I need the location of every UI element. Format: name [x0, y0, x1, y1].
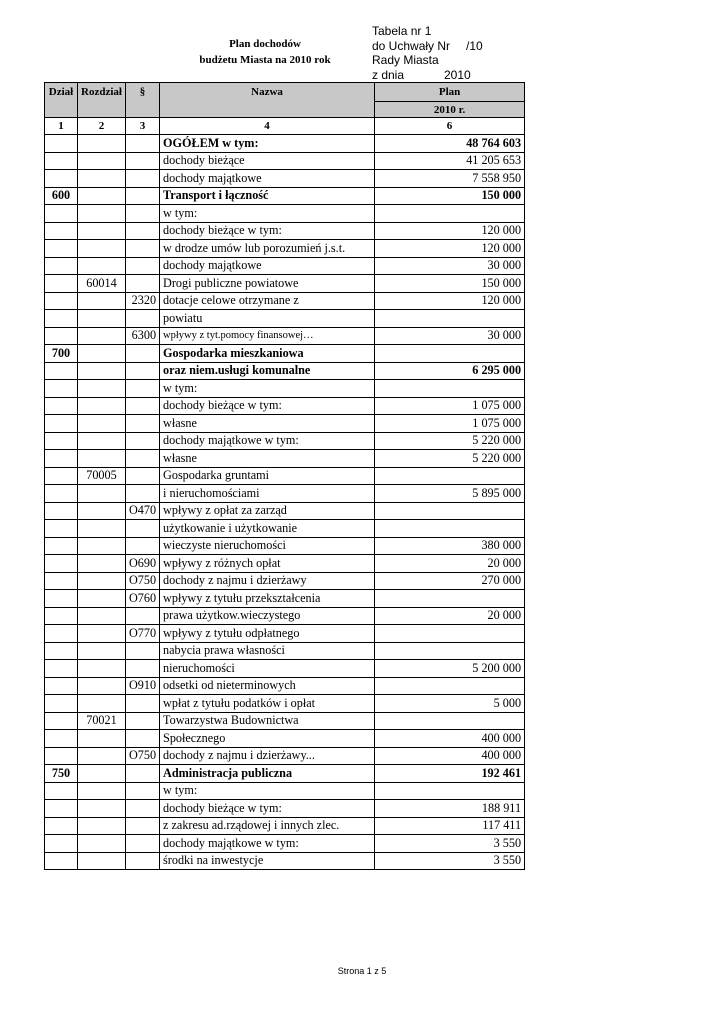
- rozdzial-cell: [78, 170, 126, 188]
- table-row: [45, 310, 525, 328]
- rozdzial-cell: [78, 450, 126, 468]
- rozdzial-cell: [78, 695, 126, 713]
- table-row: [45, 782, 525, 800]
- nazwa-cell: OGÓŁEM w tym:: [160, 135, 375, 153]
- rozdzial-cell: [78, 677, 126, 695]
- index-cell: 3: [125, 118, 159, 135]
- plan-cell: 400 000: [375, 747, 525, 765]
- paragraf-cell: [125, 520, 159, 538]
- plan-cell: 120 000: [375, 240, 525, 258]
- table-row: [45, 607, 525, 625]
- header-nazwa: Nazwa: [160, 83, 375, 118]
- table-row: [45, 257, 525, 275]
- plan-cell: 117 411: [375, 817, 525, 835]
- index-cell: 4: [160, 118, 375, 135]
- index-cell: 1: [45, 118, 78, 135]
- paragraf-cell: O690: [125, 555, 159, 573]
- page-number: Strona 1 z 5: [337, 966, 387, 976]
- table-row: [45, 380, 525, 398]
- paragraf-cell: [125, 240, 159, 258]
- plan-cell: [375, 782, 525, 800]
- paragraf-cell: [125, 800, 159, 818]
- nazwa-cell: wieczyste nieruchomości: [160, 537, 375, 555]
- table-row: [45, 432, 525, 450]
- plan-cell: 41 205 653: [375, 152, 525, 170]
- dzial-cell: [45, 432, 78, 450]
- paragraf-cell: O910: [125, 677, 159, 695]
- dzial-cell: [45, 380, 78, 398]
- plan-cell: 48 764 603: [375, 135, 525, 153]
- plan-cell: 1 075 000: [375, 415, 525, 433]
- plan-cell: [375, 310, 525, 328]
- nazwa-cell: dotacje celowe otrzymane z: [160, 292, 375, 310]
- paragraf-cell: [125, 730, 159, 748]
- nazwa-cell: dochody z najmu i dzierżawy...: [160, 747, 375, 765]
- paragraf-cell: [125, 415, 159, 433]
- table-row: [45, 625, 525, 643]
- rozdzial-cell: [78, 800, 126, 818]
- council-name: Rady Miasta: [372, 53, 439, 67]
- dzial-cell: [45, 240, 78, 258]
- resolution-number: /10: [466, 38, 483, 53]
- nazwa-cell: wpływy z opłat za zarząd: [160, 502, 375, 520]
- paragraf-cell: [125, 257, 159, 275]
- table-row: [45, 835, 525, 853]
- dzial-cell: [45, 222, 78, 240]
- table-row: [45, 817, 525, 835]
- plan-cell: 150 000: [375, 187, 525, 205]
- plan-cell: 120 000: [375, 222, 525, 240]
- plan-cell: [375, 205, 525, 223]
- paragraf-cell: [125, 275, 159, 293]
- nazwa-cell: użytkowanie i użytkowanie: [160, 520, 375, 538]
- tabela-number: Tabela nr 1: [372, 24, 432, 38]
- table-row: [45, 765, 525, 783]
- nazwa-cell: dochody bieżące w tym:: [160, 222, 375, 240]
- paragraf-cell: [125, 380, 159, 398]
- paragraf-cell: [125, 397, 159, 415]
- dzial-cell: [45, 397, 78, 415]
- paragraf-cell: [125, 310, 159, 328]
- plan-cell: 1 075 000: [375, 397, 525, 415]
- nazwa-cell: i nieruchomościami: [160, 485, 375, 503]
- dzial-cell: [45, 572, 78, 590]
- dzial-cell: [45, 310, 78, 328]
- rozdzial-cell: [78, 520, 126, 538]
- plan-cell: [375, 677, 525, 695]
- rozdzial-cell: [78, 642, 126, 660]
- nazwa-cell: dochody majątkowe: [160, 170, 375, 188]
- nazwa-cell: dochody bieżące: [160, 152, 375, 170]
- dzial-cell: [45, 782, 78, 800]
- nazwa-cell: nabycia prawa własności: [160, 642, 375, 660]
- table-row: [45, 642, 525, 660]
- dzial-cell: [45, 485, 78, 503]
- paragraf-cell: [125, 187, 159, 205]
- nazwa-cell: własne: [160, 415, 375, 433]
- rozdzial-cell: [78, 852, 126, 870]
- paragraf-cell: [125, 222, 159, 240]
- plan-cell: 20 000: [375, 555, 525, 573]
- rozdzial-cell: 70021: [78, 712, 126, 730]
- date-year: 2010: [444, 67, 471, 82]
- paragraf-cell: [125, 205, 159, 223]
- date-label: z dnia: [372, 67, 405, 82]
- paragraf-cell: [125, 467, 159, 485]
- dzial-cell: [45, 292, 78, 310]
- rozdzial-cell: [78, 240, 126, 258]
- revenue-plan-table: [44, 82, 525, 870]
- nazwa-cell: oraz niem.usługi komunalne: [160, 362, 375, 380]
- table-row: [45, 800, 525, 818]
- plan-cell: [375, 467, 525, 485]
- rozdzial-cell: [78, 730, 126, 748]
- dzial-cell: [45, 450, 78, 468]
- dzial-cell: [45, 747, 78, 765]
- table-row: [45, 730, 525, 748]
- rozdzial-cell: [78, 205, 126, 223]
- dzial-cell: [45, 520, 78, 538]
- table-row: [45, 520, 525, 538]
- dzial-cell: [45, 590, 78, 608]
- dzial-cell: 600: [45, 187, 78, 205]
- dzial-cell: [45, 835, 78, 853]
- nazwa-cell: w tym:: [160, 782, 375, 800]
- plan-cell: 7 558 950: [375, 170, 525, 188]
- paragraf-cell: O470: [125, 502, 159, 520]
- rozdzial-cell: [78, 747, 126, 765]
- nazwa-cell: Towarzystwa Budownictwa: [160, 712, 375, 730]
- rozdzial-cell: 70005: [78, 467, 126, 485]
- plan-cell: 3 550: [375, 835, 525, 853]
- dzial-cell: [45, 730, 78, 748]
- rozdzial-cell: 60014: [78, 275, 126, 293]
- table-row: [45, 397, 525, 415]
- nazwa-cell: wpłat z tytułu podatków i opłat: [160, 695, 375, 713]
- rozdzial-cell: [78, 345, 126, 363]
- rozdzial-cell: [78, 152, 126, 170]
- plan-cell: 5 200 000: [375, 660, 525, 678]
- rozdzial-cell: [78, 135, 126, 153]
- header-rozdzial: Rozdział: [78, 83, 126, 118]
- dzial-cell: [45, 257, 78, 275]
- nazwa-cell: powiatu: [160, 310, 375, 328]
- nazwa-cell: Transport i łączność: [160, 187, 375, 205]
- rozdzial-cell: [78, 555, 126, 573]
- document-title-line2: budżetu Miasta na 2010 rok: [199, 54, 331, 66]
- nazwa-cell: Administracja publiczna: [160, 765, 375, 783]
- table-row: [45, 485, 525, 503]
- header-dzial: Dział: [45, 83, 78, 118]
- table-row: [45, 152, 525, 170]
- nazwa-cell: dochody majątkowe w tym:: [160, 432, 375, 450]
- rozdzial-cell: [78, 292, 126, 310]
- dzial-cell: [45, 135, 78, 153]
- plan-cell: 150 000: [375, 275, 525, 293]
- table-row: [45, 467, 525, 485]
- paragraf-cell: [125, 642, 159, 660]
- dzial-cell: [45, 362, 78, 380]
- dzial-cell: [45, 695, 78, 713]
- plan-cell: 188 911: [375, 800, 525, 818]
- table-row: [45, 555, 525, 573]
- rozdzial-cell: [78, 765, 126, 783]
- paragraf-cell: [125, 765, 159, 783]
- nazwa-cell: w drodze umów lub porozumień j.s.t.: [160, 240, 375, 258]
- plan-cell: [375, 590, 525, 608]
- rozdzial-cell: [78, 782, 126, 800]
- dzial-cell: [45, 625, 78, 643]
- nazwa-cell: odsetki od nieterminowych: [160, 677, 375, 695]
- table-row: [45, 187, 525, 205]
- rozdzial-cell: [78, 817, 126, 835]
- plan-cell: [375, 520, 525, 538]
- rozdzial-cell: [78, 625, 126, 643]
- table-row: [45, 135, 525, 153]
- paragraf-cell: [125, 135, 159, 153]
- plan-cell: 5 220 000: [375, 450, 525, 468]
- nazwa-cell: dochody bieżące w tym:: [160, 800, 375, 818]
- paragraf-cell: O760: [125, 590, 159, 608]
- resolution-label: do Uchwały Nr: [372, 38, 451, 53]
- rozdzial-cell: [78, 415, 126, 433]
- plan-cell: 5 000: [375, 695, 525, 713]
- table-row: [45, 590, 525, 608]
- dzial-cell: 750: [45, 765, 78, 783]
- paragraf-cell: 2320: [125, 292, 159, 310]
- rozdzial-cell: [78, 835, 126, 853]
- dzial-cell: [45, 677, 78, 695]
- paragraf-cell: [125, 607, 159, 625]
- table-row: [45, 712, 525, 730]
- paragraf-cell: [125, 170, 159, 188]
- paragraf-cell: [125, 152, 159, 170]
- dzial-cell: [45, 467, 78, 485]
- plan-cell: [375, 625, 525, 643]
- paragraf-cell: [125, 817, 159, 835]
- table-row: [45, 327, 525, 345]
- rozdzial-cell: [78, 327, 126, 345]
- rozdzial-cell: [78, 502, 126, 520]
- table-row: [45, 362, 525, 380]
- paragraf-cell: O750: [125, 747, 159, 765]
- rozdzial-cell: [78, 222, 126, 240]
- dzial-cell: [45, 205, 78, 223]
- paragraf-cell: [125, 537, 159, 555]
- paragraf-cell: [125, 712, 159, 730]
- nazwa-cell: prawa użytkow.wieczystego: [160, 607, 375, 625]
- paragraf-cell: [125, 450, 159, 468]
- plan-cell: 5 895 000: [375, 485, 525, 503]
- nazwa-cell: Gospodarka gruntami: [160, 467, 375, 485]
- dzial-cell: 700: [45, 345, 78, 363]
- nazwa-cell: wpływy z różnych opłat: [160, 555, 375, 573]
- dzial-cell: [45, 502, 78, 520]
- table-row: [45, 222, 525, 240]
- plan-cell: 270 000: [375, 572, 525, 590]
- rozdzial-cell: [78, 537, 126, 555]
- dzial-cell: [45, 152, 78, 170]
- plan-cell: [375, 380, 525, 398]
- nazwa-cell: w tym:: [160, 205, 375, 223]
- nazwa-cell: dochody majątkowe: [160, 257, 375, 275]
- document-title-line1: Plan dochodów: [229, 38, 301, 50]
- table-row: [45, 852, 525, 870]
- nazwa-cell: Drogi publiczne powiatowe: [160, 275, 375, 293]
- plan-cell: 192 461: [375, 765, 525, 783]
- header-plan-year: 2010 r.: [375, 102, 525, 118]
- dzial-cell: [45, 817, 78, 835]
- rozdzial-cell: [78, 380, 126, 398]
- rozdzial-cell: [78, 572, 126, 590]
- nazwa-cell: z zakresu ad.rządowej i innych zlec.: [160, 817, 375, 835]
- dzial-cell: [45, 170, 78, 188]
- table-row: [45, 240, 525, 258]
- paragraf-cell: [125, 835, 159, 853]
- table-row: [45, 275, 525, 293]
- nazwa-cell: dochody majątkowe w tym:: [160, 835, 375, 853]
- plan-cell: 3 550: [375, 852, 525, 870]
- rozdzial-cell: [78, 432, 126, 450]
- nazwa-cell: własne: [160, 450, 375, 468]
- rozdzial-cell: [78, 660, 126, 678]
- nazwa-cell: dochody z najmu i dzierżawy: [160, 572, 375, 590]
- rozdzial-cell: [78, 257, 126, 275]
- rozdzial-cell: [78, 607, 126, 625]
- dzial-cell: [45, 712, 78, 730]
- rozdzial-cell: [78, 187, 126, 205]
- nazwa-cell: wpływy z tytułu odpłatnego: [160, 625, 375, 643]
- dzial-cell: [45, 800, 78, 818]
- paragraf-cell: O750: [125, 572, 159, 590]
- paragraf-cell: O770: [125, 625, 159, 643]
- rozdzial-cell: [78, 362, 126, 380]
- dzial-cell: [45, 327, 78, 345]
- paragraf-cell: 6300: [125, 327, 159, 345]
- nazwa-cell: wpływy z tytułu przekształcenia: [160, 590, 375, 608]
- table-row: [45, 292, 525, 310]
- paragraf-cell: [125, 695, 159, 713]
- plan-cell: 380 000: [375, 537, 525, 555]
- header-plan: Plan: [375, 83, 525, 102]
- paragraf-cell: [125, 852, 159, 870]
- table-row: [45, 170, 525, 188]
- table-row: [45, 572, 525, 590]
- paragraf-cell: [125, 432, 159, 450]
- plan-cell: [375, 502, 525, 520]
- header-paragraf: §: [125, 83, 159, 118]
- dzial-cell: [45, 852, 78, 870]
- table-row: [45, 747, 525, 765]
- paragraf-cell: [125, 485, 159, 503]
- plan-cell: 30 000: [375, 327, 525, 345]
- index-cell: 6: [375, 118, 525, 135]
- table-row: [45, 695, 525, 713]
- rozdzial-cell: [78, 310, 126, 328]
- paragraf-cell: [125, 782, 159, 800]
- paragraf-cell: [125, 362, 159, 380]
- dzial-cell: [45, 607, 78, 625]
- dzial-cell: [45, 660, 78, 678]
- dzial-cell: [45, 555, 78, 573]
- table-row: [45, 502, 525, 520]
- plan-cell: [375, 712, 525, 730]
- table-row: [45, 677, 525, 695]
- table-row: [45, 345, 525, 363]
- dzial-cell: [45, 275, 78, 293]
- rozdzial-cell: [78, 590, 126, 608]
- plan-cell: 120 000: [375, 292, 525, 310]
- table-row: [45, 415, 525, 433]
- nazwa-cell: dochody bieżące w tym:: [160, 397, 375, 415]
- table-row: [45, 205, 525, 223]
- plan-cell: 20 000: [375, 607, 525, 625]
- table-row: [45, 450, 525, 468]
- plan-cell: 30 000: [375, 257, 525, 275]
- dzial-cell: [45, 537, 78, 555]
- paragraf-cell: [125, 660, 159, 678]
- rozdzial-cell: [78, 485, 126, 503]
- nazwa-cell: wpływy z tyt.pomocy finansowej…: [160, 327, 375, 345]
- nazwa-cell: Społecznego: [160, 730, 375, 748]
- plan-cell: [375, 345, 525, 363]
- plan-cell: [375, 642, 525, 660]
- rozdzial-cell: [78, 397, 126, 415]
- plan-cell: 6 295 000: [375, 362, 525, 380]
- nazwa-cell: środki na inwestycje: [160, 852, 375, 870]
- plan-cell: 400 000: [375, 730, 525, 748]
- dzial-cell: [45, 642, 78, 660]
- paragraf-cell: [125, 345, 159, 363]
- index-cell: 2: [78, 118, 126, 135]
- plan-cell: 5 220 000: [375, 432, 525, 450]
- table-row: [45, 660, 525, 678]
- dzial-cell: [45, 415, 78, 433]
- nazwa-cell: w tym:: [160, 380, 375, 398]
- nazwa-cell: nieruchomości: [160, 660, 375, 678]
- table-row: [45, 537, 525, 555]
- nazwa-cell: Gospodarka mieszkaniowa: [160, 345, 375, 363]
